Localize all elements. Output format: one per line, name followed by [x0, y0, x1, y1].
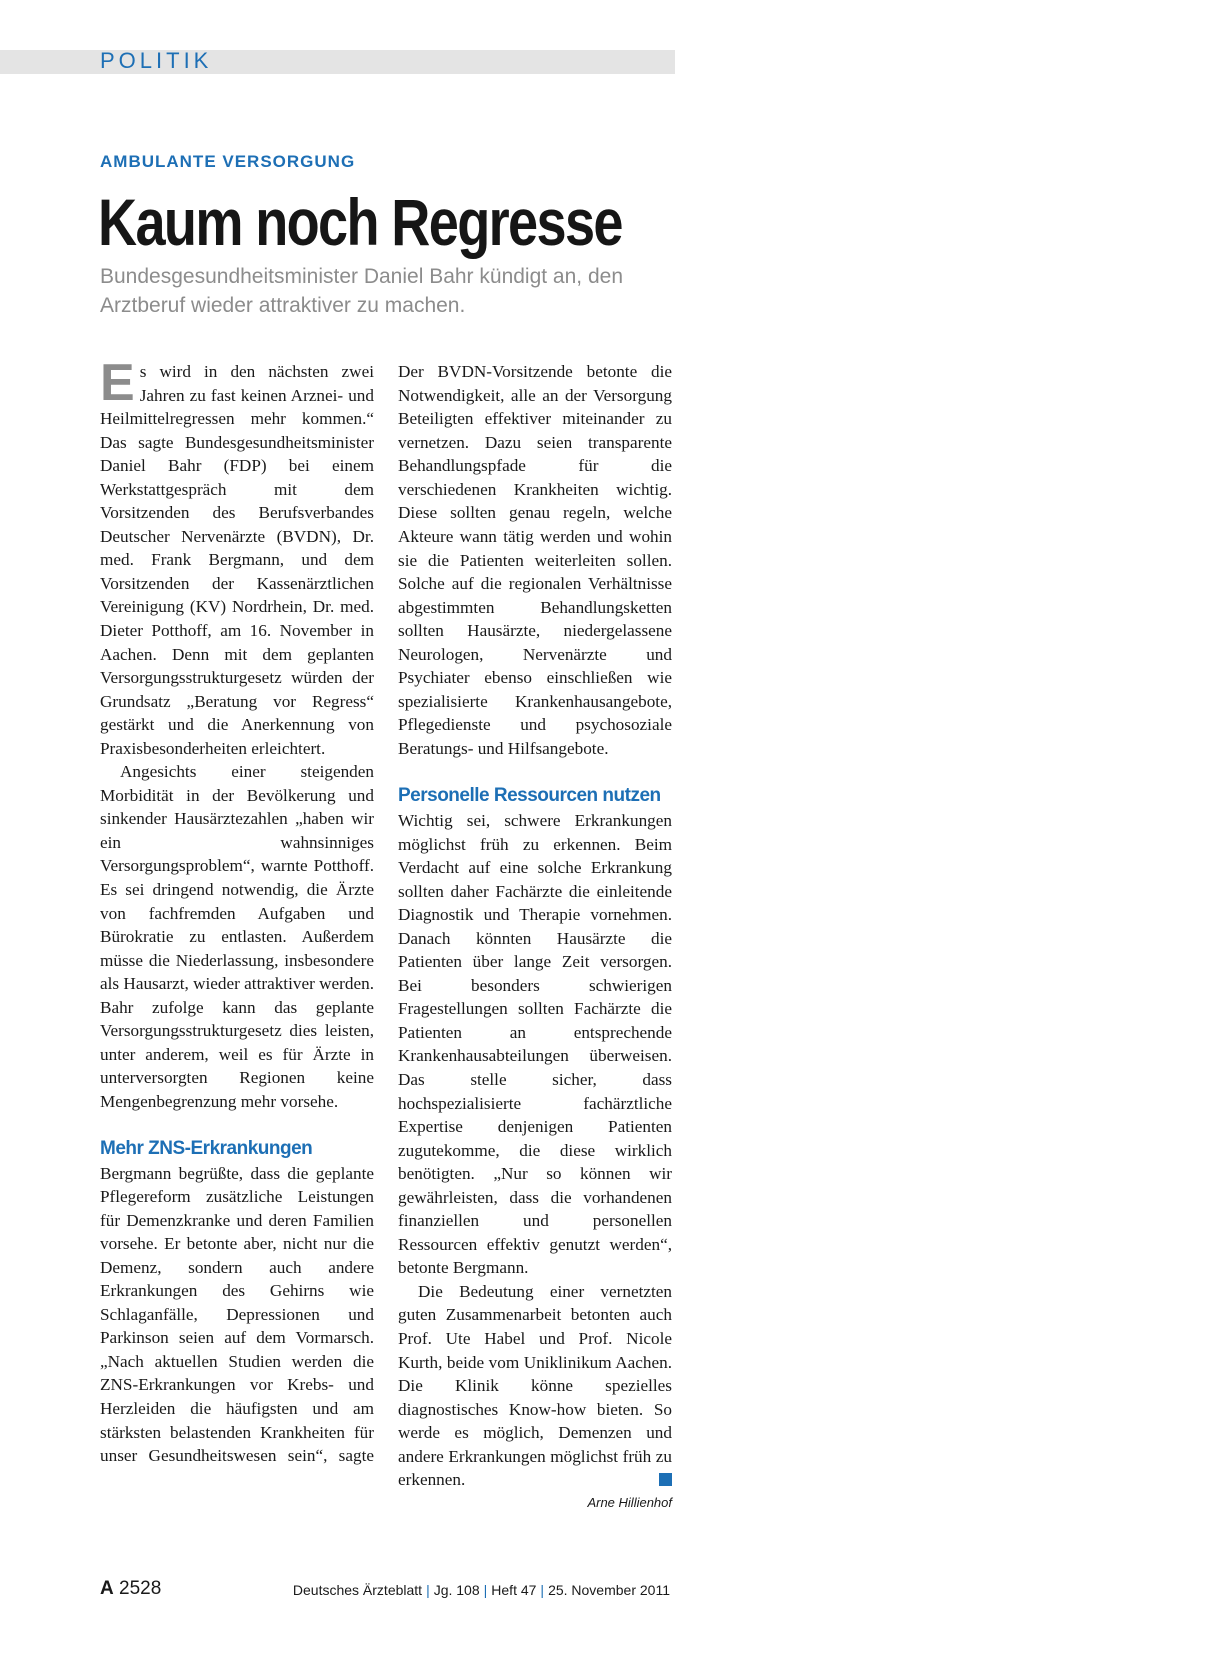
subhead-personelle: Personelle Ressourcen nutzen — [398, 785, 661, 806]
journal-date: 25. November 2011 — [548, 1582, 670, 1598]
page-prefix: A — [100, 1578, 114, 1599]
dropcap: E — [100, 354, 135, 412]
journal-name: Deutsches Ärzteblatt — [292, 1582, 423, 1598]
article-title: Kaum noch Regresse — [98, 185, 622, 259]
paragraph-4: Wichtig sei, schwere Erkrankungen möglichst früh zu erkennen. Beim Verdacht auf eine solche Erkrankung sollten daher Fachärzte die einleitende Diagnostik und Therapie vornehmen. Danach könnten Hausärzte die Patienten über lange Zeit versorgen. Bei besonders schwierigen Fragestellungen sollten Fachärzte die Patienten an entsprechende Krankenhausabteilungen überweisen. Das stelle sicher, dass hochspezialisierte fachärztliche Expertise denjenigen Patienten zugutekomme, die diese wirklich benötigten. „Nur so können wir gewährleisten, dass die vorhandenen finanziellen und personellen Ressourcen effektiv genutzt werden“, betonte Bergmann. — [398, 811, 672, 1278]
separator: | — [426, 1582, 430, 1598]
article-kicker: AMBULANTE VERSORGUNG — [100, 152, 356, 171]
paragraph-3-continued — [398, 360, 672, 761]
page-number-value: 2528 — [119, 1578, 162, 1599]
paragraph-3: Bergmann begrüßte, dass die geplante Pflegereform zusätzliche Leistungen für Demenzkranke und deren Familien vorsehe. Er betonte aber, nicht nur die Demenz, sondern auch andere Erkrankungen des Gehirns wie Schlaganfälle, Depressionen und Parkinson seien auf dem Vormarsch. „Nach aktuellen Studien werden die ZNS-Erkrankungen vor Krebs- und Herzleiden die häufigsten und am stärksten belastenden Krankheiten für unser Gesundheitswesen sein“, sagte — [100, 1163, 374, 1466]
paragraph-1 — [100, 354, 374, 760]
left-column — [100, 354, 374, 1470]
journal-volume: Jg. 108 — [433, 1582, 480, 1598]
paragraph-2: Angesichts einer steigenden Morbidität in der Bevölkerung und sinkender Hausärztezahlen „haben wir ein wahnsinniges Versorgungsproblem“, warnte Potthoff. Es sei dringend notwendig, die Ärzte von fachfremden Aufgaben und Bürokratie zu entlasten. Außerdem müsse die Niederlassung, insbesondere als Hausarzt, wieder attraktiver werden. Bahr zufolge kann das geplante Versorgungsstrukturgesetz dies leisten, unter anderem, weil es für Ärzte in unterversorgten Regionen keine Mengenbegrenzung mehr vorsehe. — [100, 762, 374, 1111]
journal-info — [293, 1582, 670, 1598]
subhead-mehr-zns: Mehr ZNS-Erkrankungen — [100, 1137, 313, 1159]
paragraph-3-continued-text: Der BVDN-Vorsitzende betonte die Notwendigkeit, alle an der Versorgung Beteiligten effektiver miteinander zu vernetzen. Dazu seien transparente Behandlungspfade für die verschiedenen Krankheiten wichtig. Diese sollten genau regeln, welche Akteure wann tätig werden und wohin sie die Patienten weiterleiten sollen. Solche auf die regionalen Verhältnisse abgestimmten Behandlungsketten sollten Hausärzte, niedergelassene Neurologen, Nervenärzte und Psychiater ebenso einschließen wie spezialisierte Krankenhausangebote, Pflegedienste und psychosoziale Beratungs- und Hilfsangebote. — [398, 362, 672, 758]
right-column — [398, 360, 672, 1512]
author-byline: Arne Hillienhof — [587, 1494, 672, 1510]
end-mark — [659, 1473, 672, 1486]
paragraph-1-text: s wird in den nächsten zwei Jahren zu fast keinen Arznei- und Heilmittelregressen mehr kommen.“ Das sagte Bundesgesundheitsminister Daniel Bahr (FDP) bei einem Werkstattgespräch mit dem Vorsitzenden des Berufsverbandes Deutscher Nervenärzte (BVDN), Dr. med. Frank Bergmann, und dem Vorsitzenden der Kassenärztlichen Vereinigung (KV) Nordrhein, Dr. med. Dieter Potthoff, am 16. November in Aachen. Denn mit dem geplanten Versorgungsstrukturgesetz würden der Grundsatz „Beratung vor Regress“ gestärkt und die Anerkennung von Praxisbesonderheiten erleichtert. — [100, 362, 374, 758]
paragraph-5 — [398, 1280, 672, 1492]
separator: | — [540, 1582, 545, 1598]
journal-issue: Heft 47 — [491, 1582, 537, 1598]
section-label: POLITIK — [100, 48, 213, 73]
page-number — [100, 1578, 161, 1600]
article-standfirst: Bundesgesundheitsminister Daniel Bahr kündigt an, den Arztberuf wieder attraktiver zu machen. — [100, 265, 624, 317]
paragraph-5-text: Die Bedeutung einer vernetzten guten Zusammenarbeit betonten auch Prof. Ute Habel und Prof. Nicole Kurth, beide vom Uniklinikum Aachen. Die Klinik könne spezielles diagnostisches Know-how bieten. So werde es möglich, Demenzen und andere Erkrankungen möglichst früh zu erkennen. — [398, 1281, 672, 1490]
separator: | — [483, 1582, 488, 1598]
